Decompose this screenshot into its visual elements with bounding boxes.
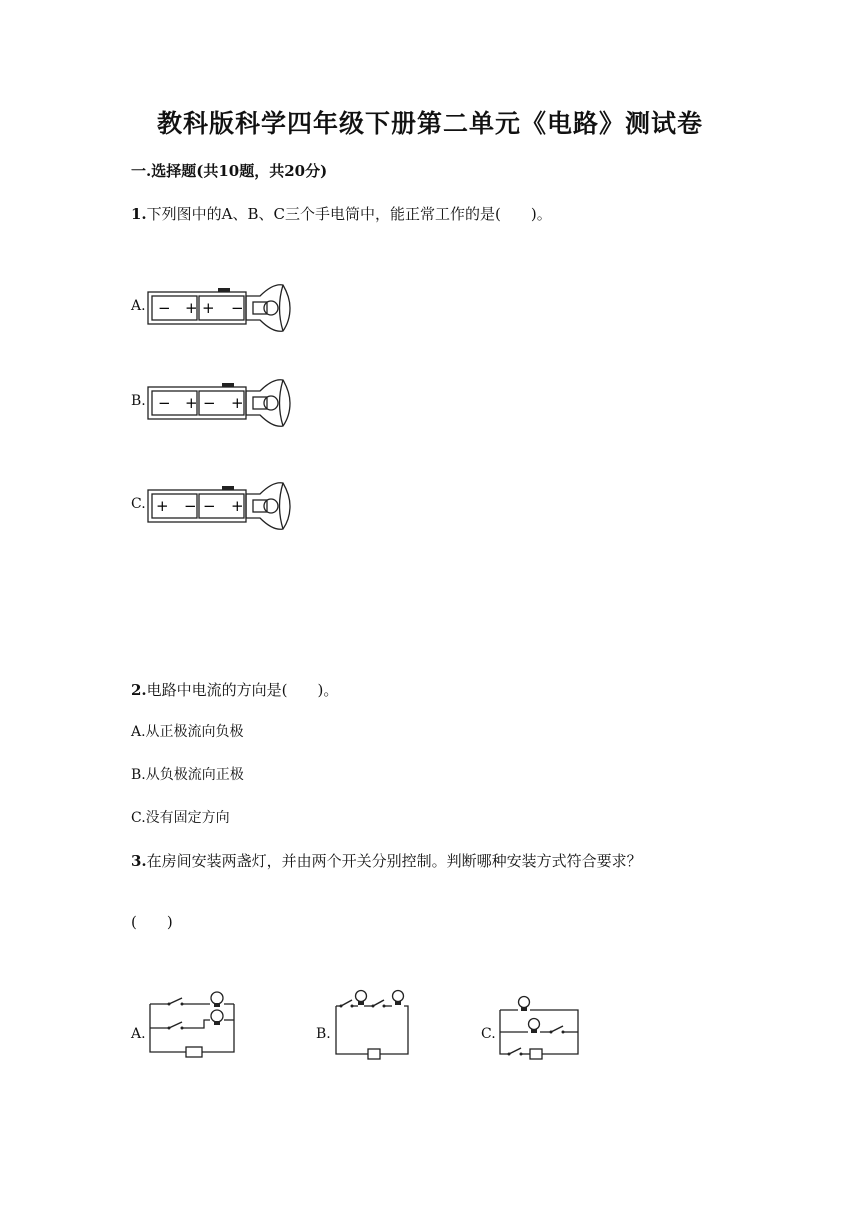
battery-terminal-symbol: − <box>203 394 216 412</box>
battery-terminal-symbol: − <box>231 299 244 317</box>
answer-blank: ( ) <box>131 913 173 931</box>
q1-option-c-label[interactable]: C. <box>131 496 146 512</box>
flashlight-b-figure <box>148 378 293 432</box>
bulb-icon <box>519 997 530 1012</box>
switch-icon <box>168 1022 184 1030</box>
switch-icon <box>340 1000 354 1008</box>
bulb-icon <box>264 499 278 513</box>
battery-terminal-symbol: − <box>203 497 216 515</box>
page-title: 教科版科学四年级下册第二单元《电路》测试卷 <box>156 109 703 138</box>
bulb-icon <box>393 991 404 1006</box>
question-3 <box>131 850 642 871</box>
switch-icon <box>550 1026 565 1034</box>
battery-terminal-symbol: + <box>156 497 169 515</box>
switch-icon <box>508 1048 523 1056</box>
flashlight-a-figure <box>148 283 293 337</box>
battery-terminal-symbol: + <box>231 394 244 412</box>
switch-icon <box>372 1000 386 1008</box>
bulb-icon <box>211 1010 223 1025</box>
circuit-c-diagram <box>498 994 582 1060</box>
q2-option-c[interactable]: C.没有固定方向 <box>131 810 230 826</box>
battery-terminal-symbol: − <box>158 394 171 412</box>
question-number: 2. <box>131 681 147 699</box>
circuit-a-diagram <box>148 990 248 1058</box>
bulb-icon <box>264 396 278 410</box>
section-heading: 一.选择题(共10题，共20分) <box>131 162 328 180</box>
q3-option-b-label[interactable]: B. <box>316 1026 331 1042</box>
q3-option-c-label[interactable]: C. <box>481 1026 496 1042</box>
bulb-icon <box>264 301 278 315</box>
bulb-icon <box>529 1019 540 1034</box>
question-number: 3. <box>131 852 147 870</box>
question-text: 下列图中的A、B、C三个手电筒中，能正常工作的是( )。 <box>146 205 552 223</box>
q2-option-b[interactable]: B.从负极流向正极 <box>131 767 244 783</box>
bulb-icon <box>211 992 223 1007</box>
q1-option-b-label[interactable]: B. <box>131 393 146 409</box>
q3-option-a-label[interactable]: A. <box>131 1026 146 1042</box>
question-text: 电路中电流的方向是( )。 <box>146 681 339 699</box>
flashlight-c-figure <box>148 481 293 535</box>
battery-terminal-symbol: + <box>185 299 198 317</box>
question-1 <box>131 203 552 224</box>
battery-terminal-symbol: − <box>158 299 171 317</box>
battery-terminal-symbol: − <box>184 497 197 515</box>
circuit-b-diagram <box>334 988 414 1058</box>
battery-terminal-symbol: + <box>185 394 198 412</box>
q1-option-a-label[interactable]: A. <box>131 298 146 314</box>
question-text: 在房间安装两盏灯，并由两个开关分别控制。判断哪种安装方式符合要求？ <box>146 852 642 870</box>
question-2 <box>131 679 338 700</box>
q2-option-a[interactable]: A.从正极流向负极 <box>131 724 244 740</box>
battery-terminal-symbol: + <box>202 299 215 317</box>
switch-icon <box>168 998 184 1006</box>
bulb-icon <box>356 991 367 1006</box>
question-number: 1. <box>131 205 147 223</box>
battery-terminal-symbol: + <box>231 497 244 515</box>
